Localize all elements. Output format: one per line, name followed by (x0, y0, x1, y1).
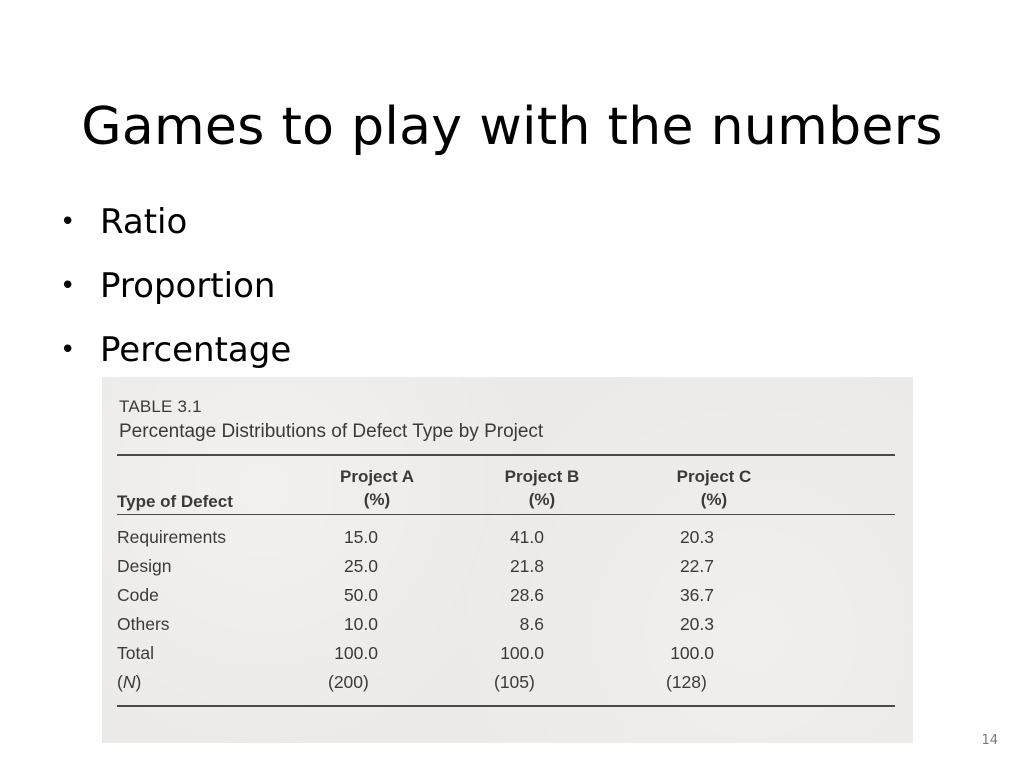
page-number: 14 (981, 733, 998, 748)
cell-project-b: 28.6 (509, 585, 544, 605)
row-label: Requirements (117, 527, 226, 547)
bullet-item (60, 190, 291, 254)
cell-project-a: 50.0 (343, 585, 378, 605)
cell-project-a: 25.0 (343, 556, 378, 576)
cell-project-a: 100.0 (334, 643, 378, 663)
table-row (102, 527, 913, 556)
table-row (102, 585, 913, 614)
cell-project-a: 10.0 (343, 614, 378, 634)
header-rule (117, 514, 895, 515)
row-label: Code (117, 585, 159, 605)
cell-project-c: 20.3 (679, 527, 714, 547)
table-row (102, 556, 913, 585)
paren-close: ) (135, 672, 142, 692)
header-project-c-name: Project C (676, 467, 752, 486)
header-project-b-unit: (%) (528, 490, 556, 509)
cell-project-b: 41.0 (509, 527, 544, 547)
table-row-n (102, 672, 913, 701)
bullet-icon: • (60, 207, 76, 237)
bullet-icon: • (60, 335, 76, 365)
bullet-item (60, 318, 291, 382)
header-project-a-name: Project A (339, 467, 414, 486)
slide-title: Games to play with the numbers (81, 96, 943, 157)
cell-project-b: 8.6 (519, 614, 544, 634)
header-project-b-name: Project B (504, 467, 580, 486)
header-project-b (477, 465, 607, 511)
cell-project-a: (200) (328, 672, 369, 692)
row-label-n (117, 672, 141, 693)
row-label: Total (117, 643, 154, 663)
row-label: Design (117, 556, 172, 576)
cell-project-c: 36.7 (679, 585, 714, 605)
cell-project-b: (105) (494, 672, 535, 692)
header-type-of-defect: Type of Defect (117, 492, 233, 511)
table-number: TABLE 3.1 (119, 397, 202, 416)
cell-project-c: 100.0 (670, 643, 714, 663)
table-row (102, 614, 913, 643)
bullet-item (60, 254, 291, 318)
bullet-text: Ratio (100, 202, 188, 242)
table-top-rule (117, 454, 895, 456)
header-project-a (312, 465, 442, 511)
bullet-text: Percentage (100, 330, 292, 370)
header-project-a-unit: (%) (363, 490, 391, 509)
table-row (102, 643, 913, 672)
paren-open: ( (117, 672, 123, 692)
row-label: Others (117, 614, 170, 634)
table-caption: Percentage Distributions of Defect Type by Project (119, 421, 544, 442)
header-project-c-unit: (%) (700, 490, 728, 509)
table-bottom-rule (117, 705, 895, 707)
scanned-table-image (102, 377, 913, 743)
header-project-c (649, 465, 779, 511)
cell-project-c: 22.7 (679, 556, 714, 576)
cell-project-a: 15.0 (343, 527, 378, 547)
cell-project-b: 21.8 (509, 556, 544, 576)
bullet-icon: • (60, 271, 76, 301)
cell-project-c: (128) (666, 672, 707, 692)
bullet-text: Proportion (100, 266, 276, 306)
cell-project-c: 20.3 (679, 614, 714, 634)
cell-project-b: 100.0 (500, 643, 544, 663)
n-symbol: N (122, 672, 136, 692)
bullet-list (60, 190, 291, 382)
